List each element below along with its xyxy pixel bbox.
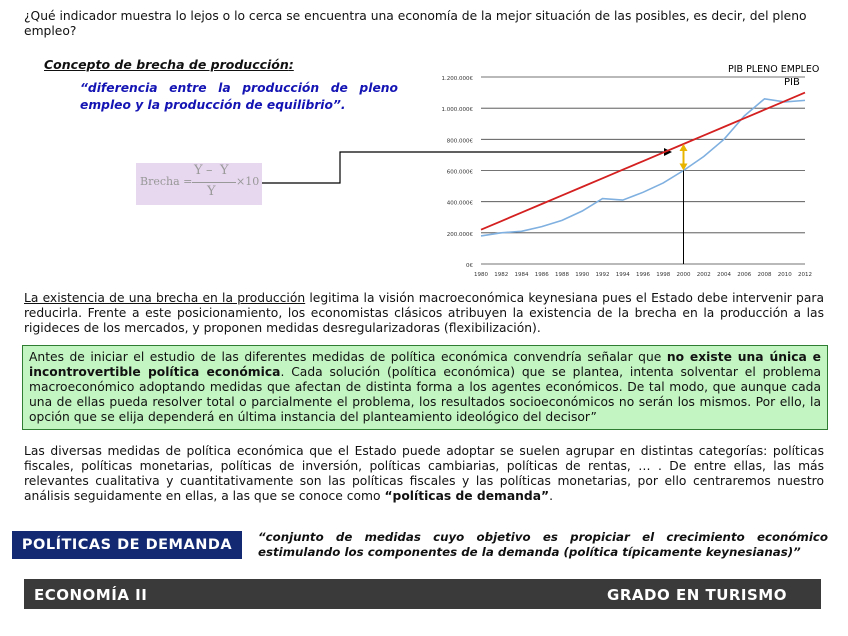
paragraph-categorias-text-2: . [549, 489, 554, 503]
x-tick-label: 1980 [474, 272, 488, 278]
y-tick-label: 1.200.000€ [441, 76, 473, 82]
formula-denominator: Y [207, 184, 216, 199]
formula-numerator-a: Y [194, 163, 203, 178]
politicas-demanda-badge [12, 531, 242, 559]
footer-course: ECONOMÍA II [34, 586, 148, 604]
paragraph-categorias-bold: “políticas de demanda” [384, 489, 550, 503]
badge-label: POLÍTICAS DE DEMANDA [21, 537, 233, 553]
x-tick-label: 2008 [757, 272, 772, 278]
footer-bar [24, 579, 821, 609]
green-note-text-1: Antes de iniciar el estudio de las diferentes medidas de política económica convendría señalar que [29, 350, 667, 364]
paragraph-brecha-underlined: La existencia de una brecha en la producción [24, 291, 306, 305]
green-note-bold: no existe una única e incontrovertible política económica [29, 350, 822, 379]
question-text: ¿Qué indicador muestra lo lejos o lo cerca se encuentra una economía de la mejor situación de las posibles, es decir, del pleno empleo? [24, 9, 807, 38]
formula-minus: – [206, 163, 213, 178]
x-tick-label: 1988 [555, 272, 569, 278]
x-tick-label: 2010 [777, 272, 792, 278]
y-tick-label: 0€ [466, 263, 473, 269]
paragraph-brecha [24, 291, 824, 336]
x-tick-label: 1986 [534, 272, 549, 278]
series-line-pib [481, 99, 805, 236]
politicas-demanda-definition: “conjunto de medidas cuyo objetivo es propiciar el crecimiento económico estimulando los componentes de la demanda (política típicamente keynesianas)” [258, 530, 828, 559]
y-tick-label: 800.000€ [446, 138, 473, 145]
concept-heading-colon: : [288, 57, 294, 72]
x-tick-label: 2012 [798, 272, 812, 278]
footer-degree: GRADO EN TURISMO [607, 586, 787, 604]
x-tick-label: 1990 [575, 272, 590, 278]
formula-label: Brecha = [140, 175, 193, 188]
y-tick-label: 600.000€ [446, 169, 473, 176]
formula-numerator-b: Y [220, 163, 229, 178]
concept-definition: “diferencia entre la producción de pleno empleo y la producción de equilibrio”. [80, 81, 398, 112]
x-tick-label: 2000 [676, 272, 691, 278]
output-gap-chart [426, 64, 821, 286]
x-tick-label: 1982 [494, 272, 509, 278]
x-tick-label: 1996 [636, 272, 650, 278]
paragraph-categorias-text-1: Las diversas medidas de política económica que el Estado puede adoptar se suelen agrupar en distintas categorías: políticas fiscales, políticas monetarias, políticas de inversión, políticas cambiarias, políticas de rentas, … . De entre ellas, las más relevantes cualitativa y cuantitativamente son las políticas fiscales y las políticas monetarias, por ello centraremos nuestro análisis seguidamente en ellas, a las que se conoce como [24, 444, 824, 503]
x-tick-label: 1994 [615, 272, 630, 278]
concept-heading-text: Concepto de brecha de producción [44, 57, 289, 72]
x-tick-label: 1984 [514, 272, 529, 278]
y-tick-label: 1.000.000€ [441, 107, 473, 114]
series-line-pib-pleno-empleo [481, 93, 805, 230]
x-tick-label: 2006 [737, 272, 752, 278]
green-note-text-2: . Cada solución (política económica) que se plantea, intenta solventar el problema macroeconómico adoptando medidas que afectan de distinta forma a los agentes económicos. De tal modo, que aunque cada una de ellas pueda resolver total o parcialmente el problema, los resultados socioeconómicos no serán los mismos. Por ello, la opción que se elija dependerá en última instancia del planteamiento ideológico del decisor” [29, 365, 822, 424]
x-tick-label: 2004 [717, 272, 731, 278]
label-pib: PIB [784, 77, 800, 88]
label-pib-pleno-empleo: PIB PLENO EMPLEO [728, 64, 820, 75]
y-tick-label: 200.000€ [446, 231, 473, 238]
paragraph-brecha-rest: legitima la visión macroeconómica keynesiana pues el Estado debe intervenir para reducirla. Frente a este posicionamiento, los economistas clásicos atribuyen la existencia de la brecha en la producción a las rigideces de los mercados, y proponen medidas desregularizadoras (flexibilización). [24, 291, 824, 335]
x-tick-label: 2002 [696, 272, 711, 278]
x-tick-label: 1998 [656, 272, 671, 278]
green-note-box [22, 345, 828, 430]
y-tick-label: 400.000€ [446, 200, 473, 207]
formula-multiplier: ×10 [236, 175, 260, 188]
x-tick-label: 1992 [595, 272, 610, 278]
paragraph-categorias [24, 444, 824, 504]
